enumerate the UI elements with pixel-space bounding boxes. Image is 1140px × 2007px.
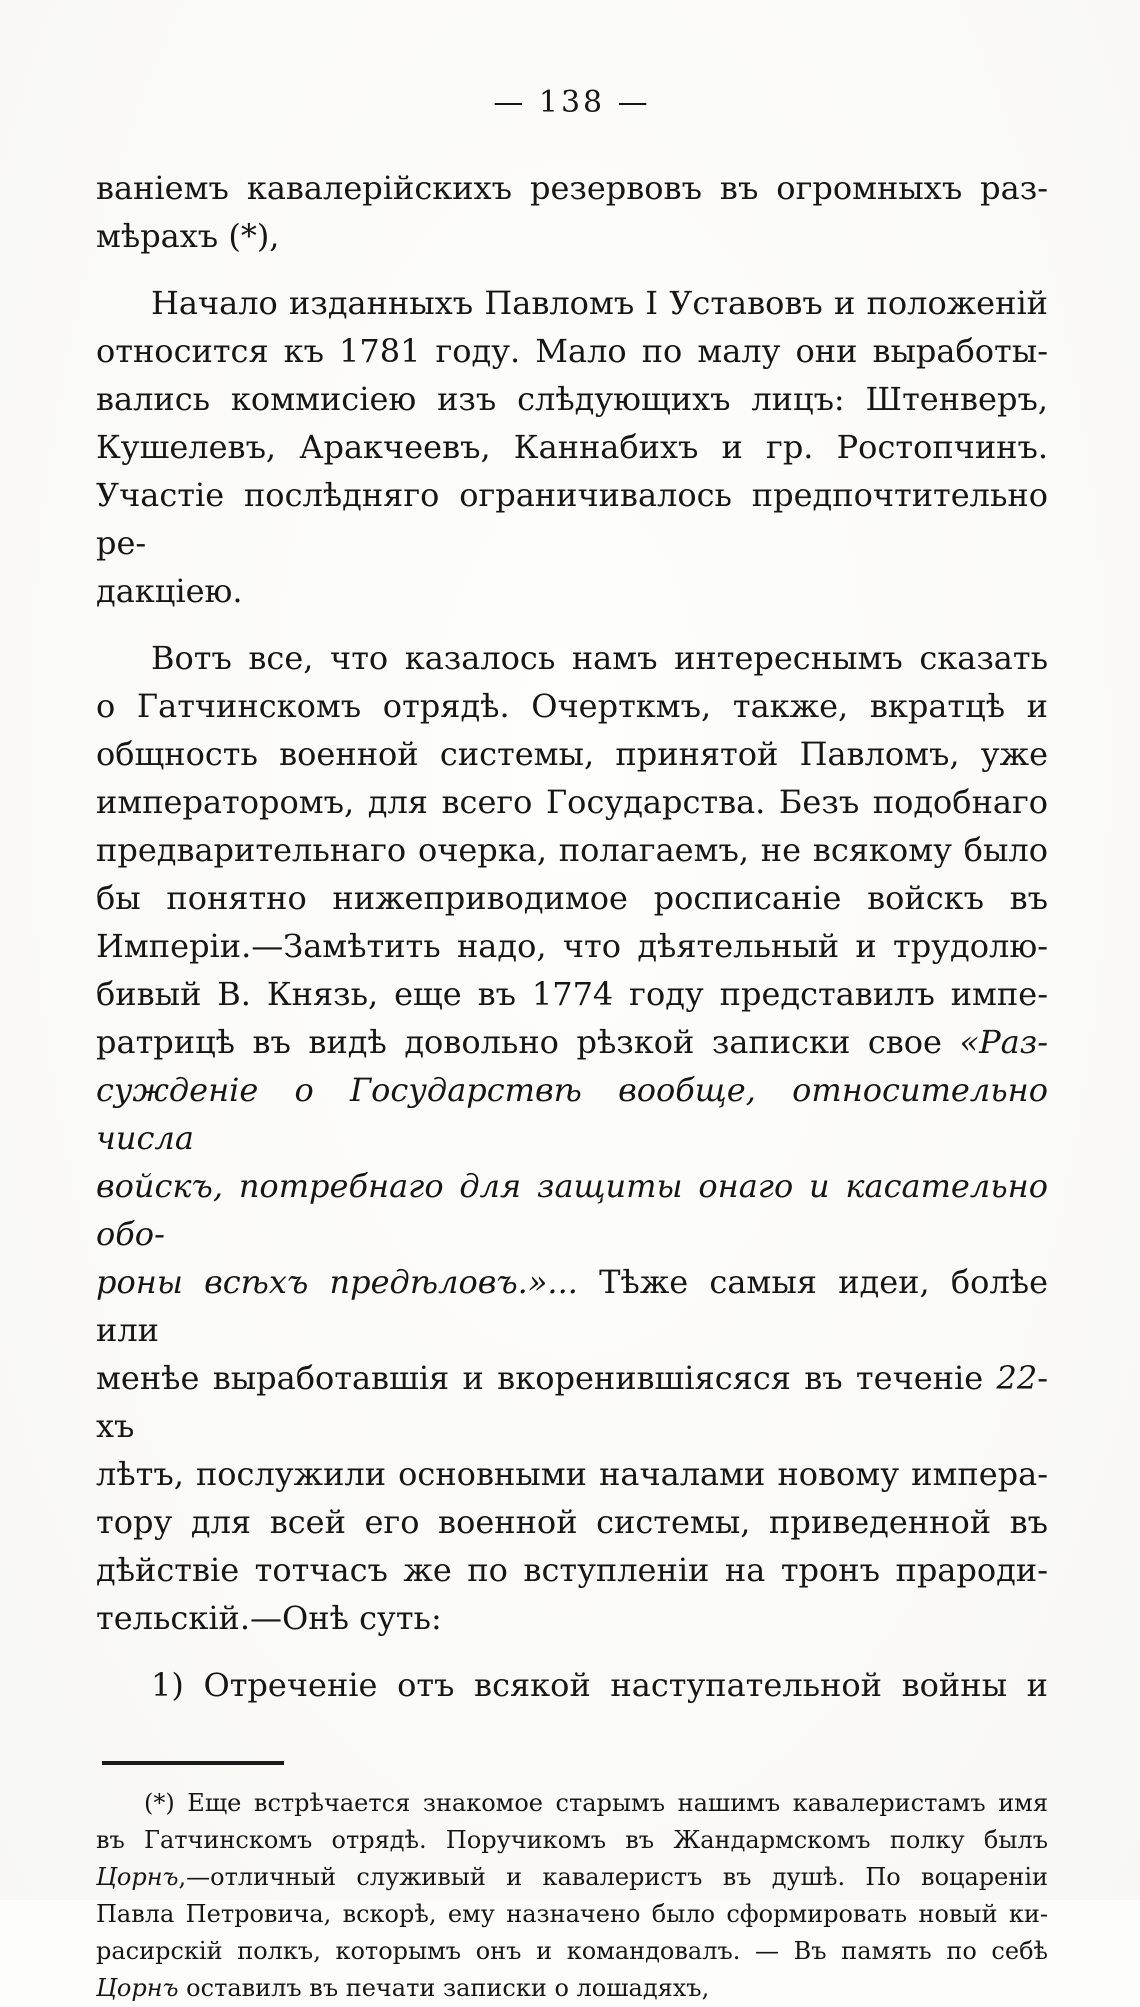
text-segment: относится къ 1781 году. Мало по малу они выработы-: [96, 332, 1048, 370]
text-segment: о Гатчинскомъ отрядѣ. Очерткмъ, также, вкратцѣ и: [96, 687, 1048, 725]
text-segment: Тѣже самыя идеи, болѣе или: [96, 1263, 1049, 1349]
text-line: [96, 922, 1048, 970]
text-segment: вались коммисіею изъ слѣдующихъ лицъ: Штенверъ,: [96, 380, 1048, 418]
text-segment: тельскій.—Онѣ суть:: [96, 1599, 442, 1637]
text-line: [96, 1018, 1048, 1066]
text-segment: бивый В. Князь, еще въ 1774 году представилъ импе-: [96, 975, 1048, 1013]
footnote-divider: [102, 1761, 284, 1765]
main-text: [96, 164, 1048, 1709]
text-segment: Кушелевъ, Аракчеевъ, Каннабихъ и гр. Ростопчинъ.: [96, 428, 1048, 466]
page-number-header: — 138 —: [493, 85, 651, 120]
text-line: [96, 1546, 1048, 1594]
text-line: [96, 567, 1048, 615]
text-segment: ратрицѣ въ видѣ довольно рѣзкой записки свое: [96, 1023, 960, 1061]
italic-text-segment: «Раз-: [959, 1023, 1048, 1061]
footnote-text: [96, 1785, 1048, 2007]
text-segment: менѣе выработавшія и вкоренившіясяся въ теченіе: [96, 1359, 997, 1397]
italic-text-segment: 22: [996, 1359, 1038, 1397]
text-segment: лѣтъ, послужили основными началами новому импера-: [96, 1455, 1048, 1493]
text-line: [96, 327, 1048, 375]
paragraph: [96, 164, 1048, 260]
italic-text-segment: сужденіе о Государствѣ вообще, относительно числа: [96, 1071, 1048, 1157]
text-line: [96, 1661, 1048, 1709]
italic-text-segment: Цорнъ: [96, 1863, 179, 1891]
text-segment: общность военной системы, принятой Павломъ, уже: [96, 735, 1048, 773]
italic-text-segment: войскъ, потребнаго для защиты онаго и касательно обо-: [96, 1167, 1048, 1253]
text-segment: Вотъ все, что казалось намъ интереснымъ сказать: [151, 639, 1048, 677]
text-segment: предварительнаго очерка, полагаемъ, не всякому было: [96, 831, 1048, 869]
text-line: [96, 164, 1048, 212]
italic-text-segment: роны всѣхъ предѣловъ.»...: [96, 1263, 578, 1301]
text-line: [96, 423, 1048, 471]
text-line: [96, 970, 1048, 1018]
text-line: [96, 1162, 1048, 1258]
text-line: [96, 471, 1048, 567]
text-line: [96, 1450, 1048, 1498]
text-line: [96, 730, 1048, 778]
text-segment: 1) Отреченіе отъ всякой наступательной войны и: [151, 1666, 1048, 1704]
text-segment: дѣйствіе тотчасъ же по вступленіи на тронъ прароди-: [96, 1551, 1048, 1589]
text-segment: мѣрахъ (*),: [96, 217, 280, 255]
text-segment: въ Гатчинскомъ отрядѣ. Поручикомъ въ Жандармскомъ полку былъ: [96, 1826, 1048, 1854]
text-line: [96, 778, 1048, 826]
text-line: [96, 634, 1048, 682]
text-segment: тору для всей его военной системы, приведенной въ: [96, 1503, 1048, 1541]
paragraph: [96, 634, 1048, 1642]
text-line: [96, 1933, 1048, 1970]
text-line: [96, 212, 1048, 260]
text-line: [96, 1354, 1048, 1450]
text-line: [96, 1258, 1048, 1354]
text-segment: -хъ: [96, 1359, 1048, 1445]
text-line: [96, 1594, 1048, 1642]
text-segment: бы понятно нижеприводимое росписаніе войскъ въ: [96, 879, 1048, 917]
text-segment: императоромъ, для всего Государства. Безъ подобнаго: [96, 783, 1048, 821]
paragraph: [96, 1661, 1048, 1709]
text-line: [96, 826, 1048, 874]
text-line: [96, 279, 1048, 327]
paragraph: [96, 279, 1048, 615]
text-segment: Имперіи.—Замѣтить надо, что дѣятельный и трудолю-: [96, 927, 1048, 965]
text-segment: дакціею.: [96, 572, 243, 610]
text-segment: расирскій полкъ, которымъ онъ и командовалъ. — Въ память по себѣ: [96, 1937, 1048, 1965]
text-line: [96, 1066, 1048, 1162]
text-segment: оставилъ въ печати записки о лошадяхъ,: [178, 1974, 710, 2002]
text-segment: Начало изданныхъ Павломъ I Уставовъ и положеній: [151, 284, 1048, 322]
text-segment: (*) Еще встрѣчается знакомое старымъ нашимъ кавалеристамъ имя: [144, 1789, 1048, 1817]
text-line: [96, 1896, 1048, 1933]
text-line: [96, 1498, 1048, 1546]
text-line: [96, 1785, 1048, 1822]
text-line: [96, 375, 1048, 423]
text-line: [96, 682, 1048, 730]
text-line: [96, 1822, 1048, 1859]
italic-text-segment: Цорнъ: [96, 1974, 179, 2002]
text-segment: ваніемъ кавалерійскихъ резервовъ въ огромныхъ раз-: [96, 169, 1048, 207]
text-line: [96, 874, 1048, 922]
text-segment: Участіе послѣдняго ограничивалось предпочтительно ре-: [96, 476, 1048, 562]
text-segment: ,—отличный служивый и кавалеристъ въ душѣ. По воцареніи: [178, 1863, 1048, 1891]
text-line: [96, 1970, 1048, 2007]
text-line: [96, 1859, 1048, 1896]
text-segment: Павла Петровича, вскорѣ, ему назначено было сформировать новый ки-: [96, 1900, 1048, 1928]
